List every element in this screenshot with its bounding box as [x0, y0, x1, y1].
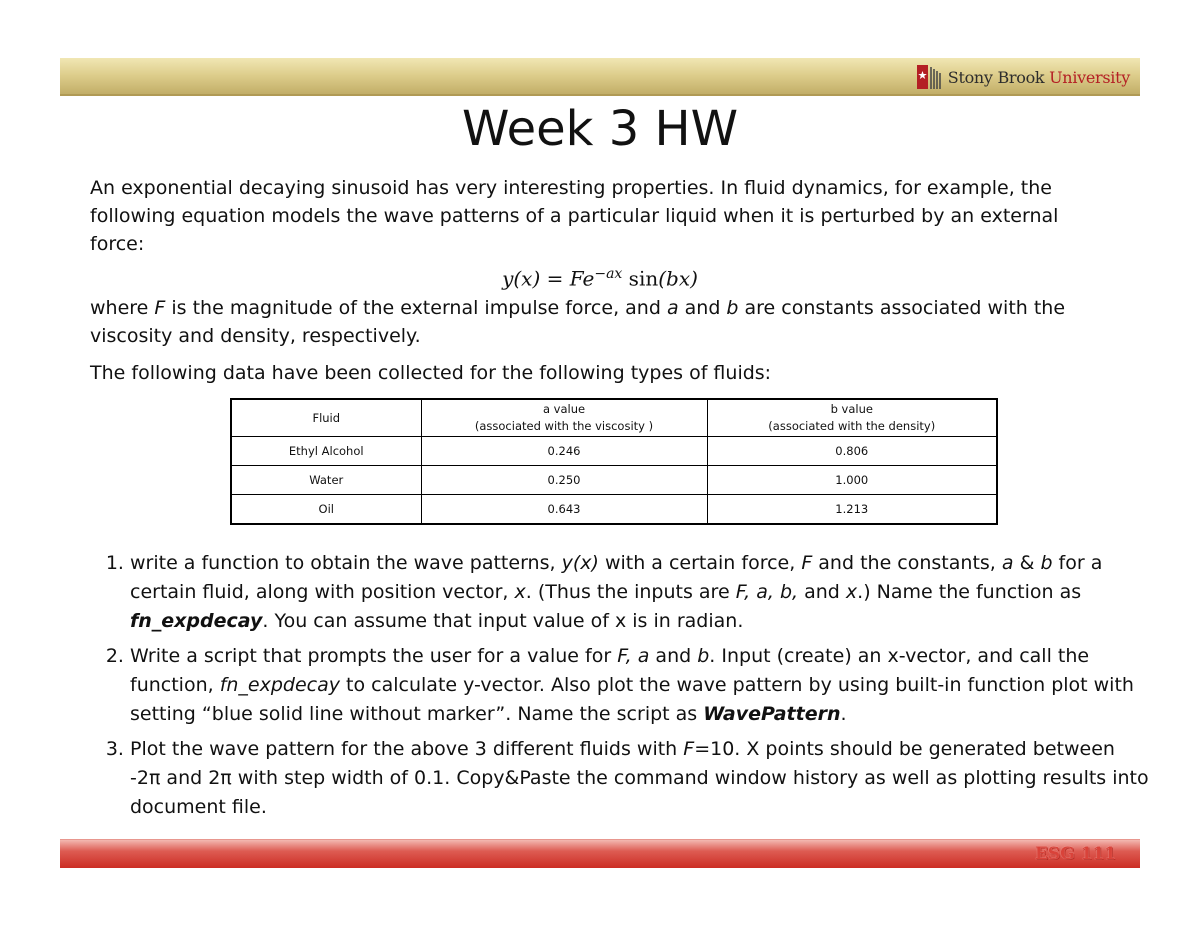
cell-b: 0.806 — [707, 437, 997, 466]
table-row — [231, 495, 997, 525]
university-logo — [916, 64, 1130, 90]
header-bar — [60, 58, 1140, 96]
cell-a: 0.643 — [421, 495, 707, 525]
table-row — [231, 466, 997, 495]
cell-a: 0.250 — [421, 466, 707, 495]
header-b-value: b value (associated with the density) — [707, 399, 997, 437]
data-intro: The following data have been collected for the following types of fluids: — [90, 362, 772, 384]
intro-paragraph: An exponential decaying sinusoid has very interesting properties. In fluid dynamics, for example, the following equation models the wave patterns of a particular liquid when it is perturbed by an external force: — [90, 177, 1059, 255]
course-code: ESG 111 — [1034, 844, 1116, 864]
page-title: Week 3 HW — [461, 101, 739, 157]
cell-b: 1.213 — [707, 495, 997, 525]
task-list — [90, 549, 1150, 828]
where-paragraph: where F is the magnitude of the external impulse force, and a and b are constants associated with the viscosity and density, respectively. — [90, 297, 1066, 347]
table-row — [231, 437, 997, 466]
cell-fluid: Oil — [231, 495, 421, 525]
equation: $y(x) = Fe^{-ax}$ sin(bx) — [502, 266, 698, 291]
fluid-data-table — [230, 398, 998, 525]
cell-a: 0.246 — [421, 437, 707, 466]
header-fluid: Fluid — [231, 399, 421, 437]
footer-bar — [60, 839, 1140, 868]
cell-fluid: Water — [231, 466, 421, 495]
task-item-2: 2. Write a script that prompts the user for a value for F, a and b. Input (create) an x-vector, and call the function, fn_expdecay to calculate y-vector. Also plot the wave pattern by using built-in function plot with setting “blue solid line without marker”. Name the script as WavePattern. — [130, 642, 1150, 729]
task-item-1: 1. write a function to obtain the wave patterns, y(x) with a certain force, F and the constants, a & b for a certain fluid, along with position vector, x. (Thus the inputs are F, a, b, and x.) Name the function as fn_expdecay. You can assume that input value of x is in radian. — [130, 549, 1150, 636]
university-shield-icon — [916, 63, 942, 91]
task-item-3: 3. Plot the wave pattern for the above 3 different fluids with F=10. X points should be generated between -2π and 2π with step width of 0.1. Copy&Paste the command window history as well as plotting results into document file. — [130, 735, 1150, 822]
table-header-row — [231, 399, 997, 437]
logo-text: Stony Brook University — [947, 67, 1130, 87]
cell-b: 1.000 — [707, 466, 997, 495]
cell-fluid: Ethyl Alcohol — [231, 437, 421, 466]
header-a-value: a value (associated with the viscosity ) — [421, 399, 707, 437]
